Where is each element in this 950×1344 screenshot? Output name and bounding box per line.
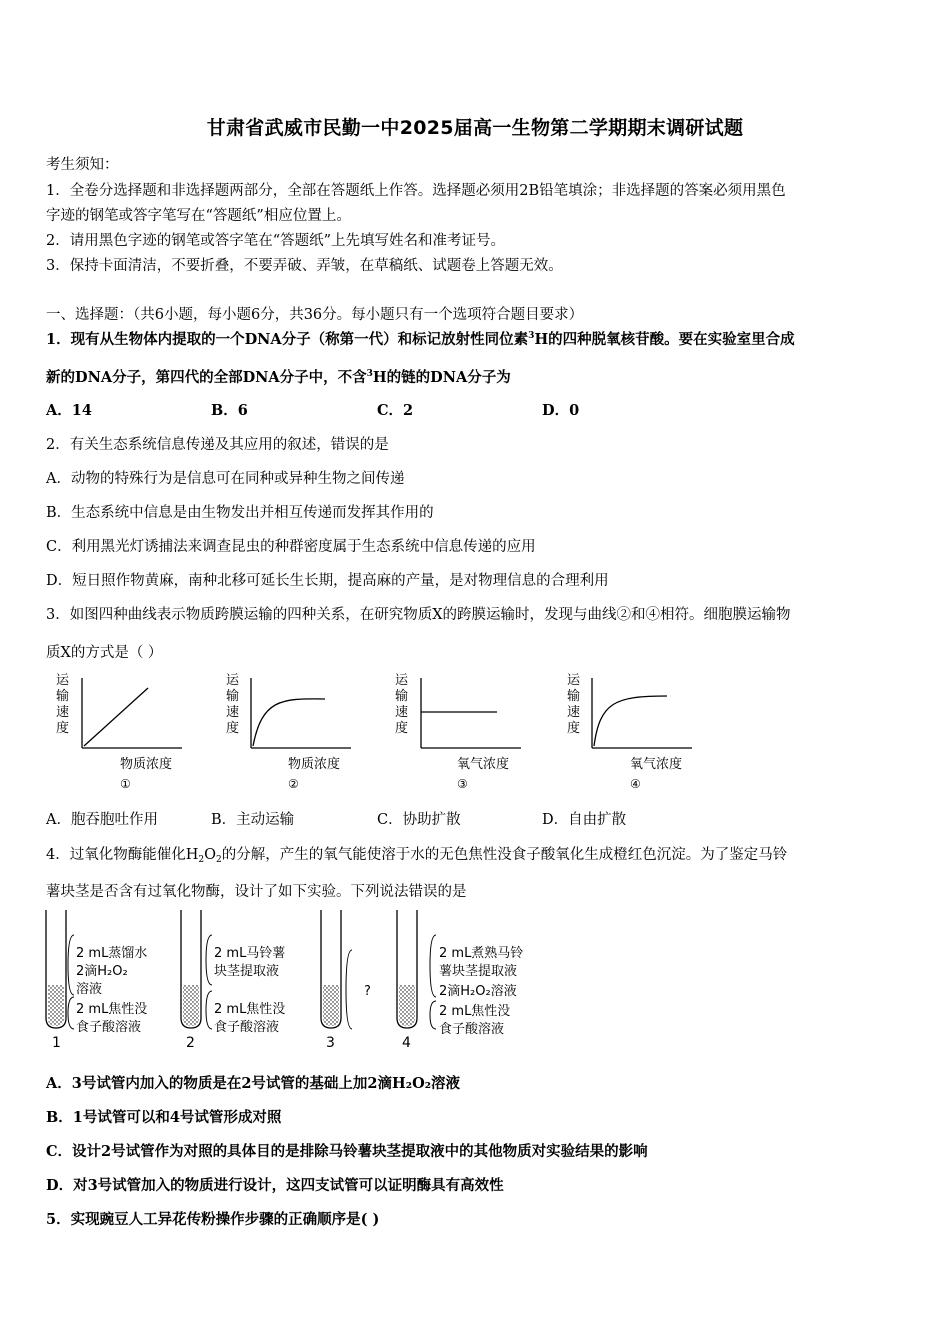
tube-4-number: 4 xyxy=(402,1035,411,1050)
tube-4 xyxy=(397,910,523,1050)
graph-1-curve xyxy=(84,688,148,746)
graph-3-ylabel-2: 速 xyxy=(395,705,409,720)
question-4-line-2: 薯块茎是否含有过氧化物酶，设计了如下实验。下列说法错误的是 xyxy=(46,884,467,900)
tube-1-top-2: 溶液 xyxy=(76,982,103,997)
graph-1-ylabel-3: 度 xyxy=(56,721,70,736)
tube-1-top-0: 2 mL蒸馏水 xyxy=(76,946,148,961)
question-2-stem: 2．有关生态系统信息传递及其应用的叙述，错误的是 xyxy=(46,437,389,453)
graph-3-ylabel-3: 度 xyxy=(395,721,409,736)
tube-1-liquid xyxy=(48,985,64,1026)
q1-option-a[interactable]: A．14 xyxy=(46,402,92,419)
tube-2-liquid xyxy=(183,985,199,1026)
question-3-line-1: 3．如图四种曲线表示物质跨膜运输的四种关系，在研究物质X的跨膜运输时，发现与曲线②和④相符。细胞膜运输物 xyxy=(46,607,791,623)
q4-option-b[interactable]: B．1号试管可以和4号试管形成对照 xyxy=(46,1109,282,1126)
q1-text-c: 新的DNA分子，第四代的全部DNA分子中，不含 xyxy=(46,369,367,386)
q4-option-a[interactable]: A．3号试管内加入的物质是在2号试管的基础上加2滴H₂O₂溶液 xyxy=(46,1075,461,1092)
graph-4-curve xyxy=(594,696,667,746)
tube-2-top-0: 2 mL马铃薯 xyxy=(214,946,286,961)
q4-sub-2: 2 xyxy=(216,855,222,865)
q1-sup: 3 xyxy=(528,331,535,341)
tube-3-number: 3 xyxy=(326,1035,335,1050)
q4-text-m: O xyxy=(204,847,216,863)
q4-text-b: 的分解，产生的氧气能使溶于水的无色焦性没食子酸氧化生成橙红色沉淀。为了鉴定马铃 xyxy=(221,847,788,863)
tube-2-bottom-1: 食子酸溶液 xyxy=(214,1020,280,1035)
q4-sub-1: 2 xyxy=(198,855,205,865)
question-1-line-2 xyxy=(46,366,511,387)
question-1-line-1 xyxy=(46,328,795,349)
q4-option-c[interactable]: C．设计2号试管作为对照的具体目的是排除马铃薯块茎提取液中的其他物质对实验结果的影响 xyxy=(46,1143,648,1160)
q3-option-d[interactable]: D．自由扩散 xyxy=(542,812,627,828)
question-5-stem: 5．实现豌豆人工异花传粉操作步骤的正确顺序是( ) xyxy=(46,1211,380,1228)
tube-3-question-mark: ? xyxy=(364,984,371,999)
tube-2-top-1: 块茎提取液 xyxy=(214,964,280,979)
notice-item-3: 3．保持卡面清洁，不要折叠，不要弄破、弄皱，在草稿纸、试题卷上答题无效。 xyxy=(46,258,563,274)
tube-1-bracket-bottom xyxy=(68,997,74,1029)
tube-4-bottom-1: 食子酸溶液 xyxy=(439,1022,505,1037)
graph-1-number: ① xyxy=(120,777,131,791)
q1-option-c[interactable]: C．2 xyxy=(377,402,414,419)
tube-2 xyxy=(181,910,285,1050)
tube-1-top-1: 2滴H₂O₂ xyxy=(76,964,128,979)
q2-option-d[interactable]: D．短日照作物黄麻，南种北移可延长生长期，提高麻的产量，是对物理信息的合理利用 xyxy=(46,573,609,589)
graph-1-ylabel-0: 运 xyxy=(56,673,70,688)
q1-sup-2: 3 xyxy=(366,369,373,379)
graph-3 xyxy=(395,673,521,791)
graph-2-curve xyxy=(253,699,325,746)
graph-3-ylabel-0: 运 xyxy=(395,673,409,688)
tube-4-bottom-0: 2 mL焦性没 xyxy=(439,1004,511,1019)
graph-2-ylabel-1: 输 xyxy=(226,689,240,704)
tube-3-bracket xyxy=(346,950,352,1029)
q3-option-c[interactable]: C．协助扩散 xyxy=(377,812,461,828)
tube-4-top-1: 薯块茎提取液 xyxy=(439,964,518,979)
graph-2-number: ② xyxy=(288,777,299,791)
q2-option-b[interactable]: B．生态系统中信息是由生物发出并相互传递而发挥其作用的 xyxy=(46,505,434,521)
transport-graphs xyxy=(40,670,720,800)
test-tubes-diagram xyxy=(40,905,560,1050)
notice-heading: 考生须知： xyxy=(46,157,119,173)
question-3-line-2: 质X的方式是（ ） xyxy=(46,645,163,661)
tube-2-number: 2 xyxy=(186,1035,195,1050)
tube-4-liquid xyxy=(399,985,415,1026)
q1-option-d[interactable]: D．0 xyxy=(542,402,580,419)
tube-4-top-0: 2 mL煮熟马铃 xyxy=(439,946,524,961)
tube-3-liquid xyxy=(323,985,339,1026)
tube-1-number: 1 xyxy=(52,1035,61,1050)
tube-3 xyxy=(321,910,371,1050)
graph-4-ylabel-3: 度 xyxy=(567,721,581,736)
q2-option-a[interactable]: A．动物的特殊行为是信息可在同种或异种生物之间传递 xyxy=(46,471,405,487)
notice-item-1-cont: 字迹的钢笔或答字笔写在“答题纸”相应位置上。 xyxy=(46,208,351,224)
page-title: 甘肃省武威市民勤一中2025届高一生物第二学期期末调研试题 xyxy=(206,117,744,139)
section-heading: 一、选择题：（共6小题，每小题6分，共36分。每小题只有一个选项符合题目要求） xyxy=(46,307,584,323)
notice-item-2: 2．请用黑色字迹的钢笔或答字笔在“答题纸”上先填写姓名和准考证号。 xyxy=(46,233,506,249)
tube-2-bracket-bottom xyxy=(206,991,212,1029)
tube-4-bracket-top xyxy=(430,935,436,997)
graph-2-ylabel-2: 速 xyxy=(226,705,240,720)
graph-1-ylabel-2: 速 xyxy=(56,705,70,720)
tube-2-bracket-top xyxy=(206,935,212,985)
graph-2 xyxy=(226,673,351,791)
graph-3-ylabel-1: 输 xyxy=(395,689,409,704)
graph-1 xyxy=(56,673,182,791)
graph-4-number: ④ xyxy=(630,777,641,791)
q1-text-b: H的四种脱氧核苷酸。要在实验室里合成 xyxy=(534,331,795,348)
q3-option-a[interactable]: A．胞吞胞吐作用 xyxy=(46,812,158,828)
q1-text-a: 1．现有从生物体内提取的一个DNA分子（称第一代）和标记放射性同位素 xyxy=(46,331,529,348)
q3-option-b[interactable]: B．主动运输 xyxy=(211,812,295,828)
q1-text-d: H的链的DNA分子为 xyxy=(372,369,511,386)
q1-option-b[interactable]: B．6 xyxy=(211,402,248,419)
graph-4-ylabel-1: 输 xyxy=(567,689,581,704)
q4-option-d[interactable]: D．对3号试管加入的物质进行设计，这四支试管可以证明酶具有高效性 xyxy=(46,1177,504,1194)
graph-2-ylabel-3: 度 xyxy=(226,721,240,736)
graph-4-ylabel-0: 运 xyxy=(567,673,581,688)
graph-4-xlabel: 氧气浓度 xyxy=(630,757,683,772)
graph-1-xlabel: 物质浓度 xyxy=(120,757,173,772)
notice-item-1: 1．全卷分选择题和非选择题两部分，全部在答题纸上作答。选择题必须用2B铅笔填涂；非选择题的答案必须用黑色 xyxy=(46,183,786,199)
graph-1-ylabel-1: 输 xyxy=(56,689,70,704)
graph-2-xlabel: 物质浓度 xyxy=(288,757,341,772)
graph-3-xlabel: 氧气浓度 xyxy=(457,757,510,772)
tube-1-bottom-0: 2 mL焦性没 xyxy=(76,1002,148,1017)
q4-text-a: 4．过氧化物酶能催化H xyxy=(46,847,199,863)
question-4-line-1 xyxy=(46,843,787,865)
graph-2-ylabel-0: 运 xyxy=(226,673,240,688)
q2-option-c[interactable]: C．利用黑光灯诱捕法来调查昆虫的种群密度属于生态系统中信息传递的应用 xyxy=(46,539,536,555)
tube-1-bottom-1: 食子酸溶液 xyxy=(76,1020,142,1035)
graph-3-number: ③ xyxy=(457,777,468,791)
tube-1 xyxy=(46,910,147,1050)
tube-2-bottom-0: 2 mL焦性没 xyxy=(214,1002,286,1017)
tube-4-bracket-bottom xyxy=(430,1001,436,1029)
graph-4-ylabel-2: 速 xyxy=(567,705,581,720)
tube-1-bracket-top xyxy=(68,935,74,995)
graph-4 xyxy=(567,673,692,791)
tube-4-top-2: 2滴H₂O₂溶液 xyxy=(439,984,517,999)
